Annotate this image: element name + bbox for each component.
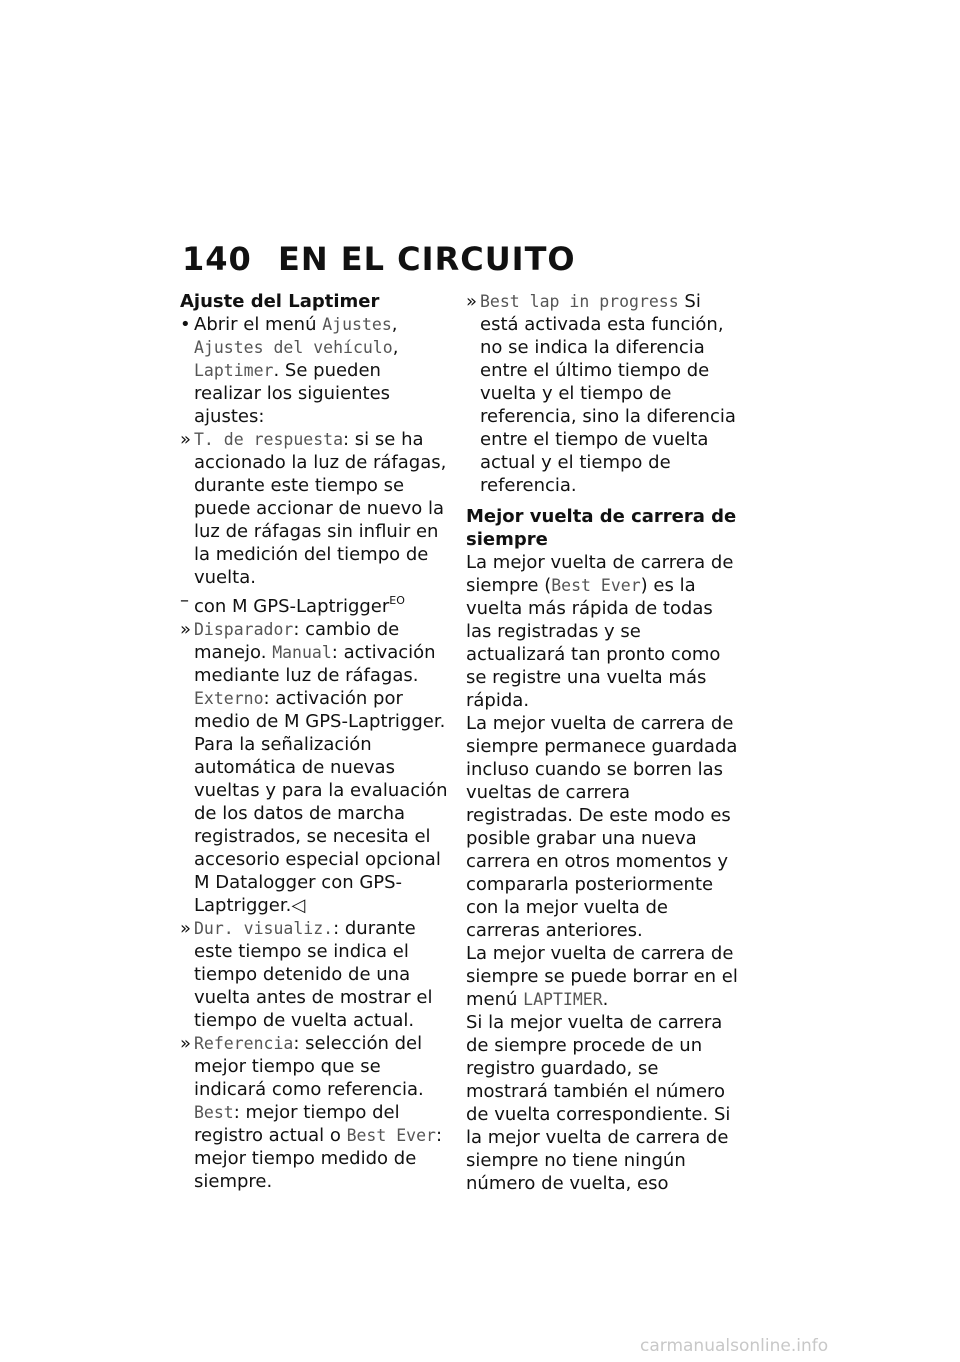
text: ) es la vuelta más rápida de todas las registradas y se actualizará tan pronto como se registre una vuelta más rápida.	[466, 575, 721, 711]
section-heading-best-ever: Mejor vuelta de carrera de siempre	[466, 506, 737, 550]
text: La mejor vuelta de carrera de siempre se puede borrar en el menú	[466, 943, 738, 1010]
term-best-ever: Best Ever	[551, 576, 641, 595]
item-marker: »	[466, 291, 478, 312]
text: : selección del mejor tiempo que se indicará como referencia.	[194, 1033, 424, 1100]
page-header	[182, 240, 576, 278]
text: : mejor tiempo del registro actual o	[194, 1102, 400, 1146]
option-best: Best	[194, 1103, 234, 1122]
text: ,	[392, 337, 399, 358]
text: : mejor tiempo medido de siempre.	[194, 1125, 443, 1192]
text: con M GPS-Laptrigger	[194, 596, 390, 617]
setting-item-trigger	[180, 618, 448, 917]
chapter-title: EN EL CIRCUITO	[278, 240, 576, 278]
text: : activación mediante luz de ráfagas.	[194, 642, 436, 686]
dash-marker: –	[180, 590, 189, 611]
text: . Se pueden realizar los siguientes ajustes:	[194, 360, 391, 427]
end-triangle-icon: ◁	[291, 895, 306, 916]
menu-ajustes: Ajustes	[322, 315, 392, 334]
text: ,	[391, 314, 398, 335]
section-heading-laptimer: Ajuste del Laptimer	[180, 291, 380, 312]
paragraph-2: La mejor vuelta de carrera de siempre permanece guardada incluso cuando se borren las vueltas de carrera registradas. De este modo es posible grabar una nueva carrera en otros momentos y compararla posteriormente con la mejor vuelta de carreras anteriores.	[466, 713, 738, 941]
watermark: carmanualsonline.info	[640, 1336, 829, 1356]
text: Si está activada esta función, no se indica la diferencia entre el último tiempo de vuelta y el tiempo de referencia, sino la diferencia entre el tiempo de vuelta actual y el tiempo de referencia.	[480, 291, 736, 496]
item-marker: »	[180, 429, 192, 450]
text: : si se ha accionado la luz de ráfagas, durante este tiempo se puede accionar de nuevo la luz de ráfagas sin influir en la medición del tiempo de vuelta.	[194, 429, 447, 588]
condition-line	[180, 589, 448, 618]
superscript-eo: EO	[389, 594, 405, 607]
setting-name: Best lap in progress	[480, 292, 679, 311]
menu-ajustes-vehiculo: Ajustes del vehículo	[194, 338, 393, 357]
text: La mejor vuelta de carrera de siempre (	[466, 552, 734, 596]
instruction-bullet	[180, 313, 448, 428]
page-number: 140	[182, 240, 252, 278]
item-marker: »	[180, 619, 192, 640]
text: : durante este tiempo se indica el tiempo detenido de una vuelta antes de mostrar el tiempo de vuelta actual.	[194, 918, 433, 1031]
paragraph-1	[466, 551, 742, 712]
setting-name: Referencia	[194, 1034, 294, 1053]
bullet-marker: •	[180, 314, 191, 335]
text: Abrir el menú	[194, 314, 323, 335]
paragraph-4: Si la mejor vuelta de carrera de siempre procede de un registro guardado, se mostrará también el número de vuelta correspondiente. Si la mejor vuelta de carrera de siempre no tiene ningún número de vuelta, eso	[466, 1012, 731, 1194]
setting-item-reference	[180, 1032, 448, 1193]
left-column	[180, 290, 448, 1193]
text: .	[602, 989, 609, 1010]
text: : cambio de manejo.	[194, 619, 400, 663]
item-marker: »	[180, 1033, 192, 1054]
setting-item-response-time	[180, 428, 448, 589]
item-marker: »	[180, 918, 192, 939]
setting-name: Dur. visualiz.	[194, 919, 334, 938]
option-manual: Manual	[272, 643, 332, 662]
option-externo: Externo	[194, 689, 264, 708]
setting-name: T. de respuesta	[194, 430, 344, 449]
text: : activación por medio de M GPS-Laptrigger. Para la señalización automática de nuevas vueltas y para la evaluación de los datos de marcha registrados, se necesita el accesorio especial opcional M Datalogger con GPS-Laptrigger.	[194, 688, 448, 916]
paragraph-3	[466, 942, 742, 1011]
right-column	[466, 290, 742, 1195]
setting-name: Disparador	[194, 620, 294, 639]
option-best-ever: Best Ever	[346, 1126, 436, 1145]
setting-item-best-lap-in-progress	[466, 290, 742, 497]
menu-laptimer: Laptimer	[194, 361, 274, 380]
menu-laptimer-caps: LAPTIMER	[523, 990, 603, 1009]
setting-item-display-duration	[180, 917, 448, 1032]
